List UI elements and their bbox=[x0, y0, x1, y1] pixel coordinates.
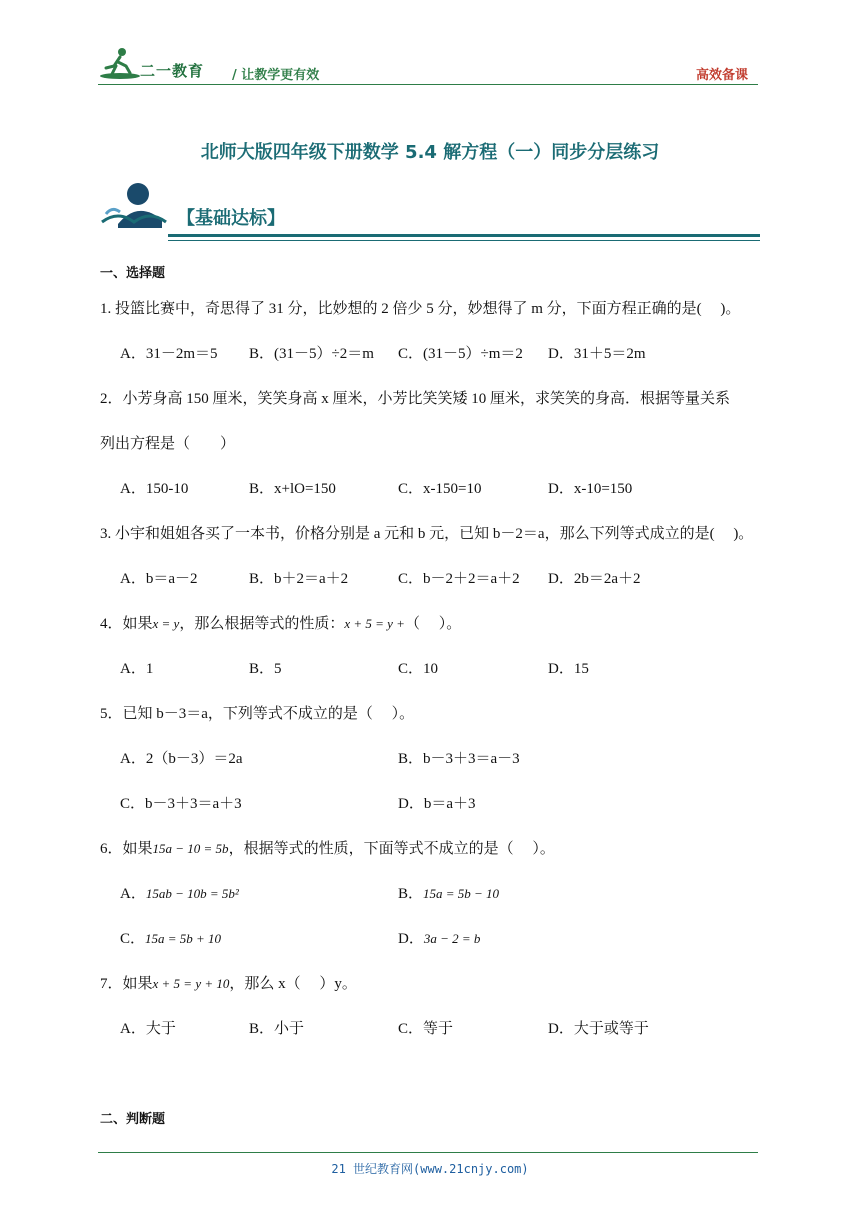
question-2-line2: 列出方程是（ ） bbox=[100, 436, 236, 452]
option-5b: B．b－3＋3＝a－3 bbox=[398, 751, 520, 767]
section-heading-choice: 一、选择题 bbox=[100, 266, 166, 281]
option-4d: D．15 bbox=[548, 661, 589, 677]
question-5: 5．已知 b－3＝a，下列等式不成立的是（ ）。 bbox=[100, 706, 415, 722]
reader-book-icon bbox=[98, 180, 168, 230]
header-slogan: / 让教学更有效 bbox=[232, 68, 320, 83]
option-6d-math: 3a − 2 = b bbox=[423, 931, 481, 946]
section-banner: 【基础达标】 bbox=[177, 208, 285, 229]
option-6c bbox=[120, 927, 221, 948]
option-2c: C．x-150=10 bbox=[398, 481, 482, 497]
logo-text: 二一教育 bbox=[140, 62, 205, 80]
question-6-prefix: 6．如果 bbox=[100, 841, 153, 857]
option-3c: C．b－2＋2＝a＋2 bbox=[398, 571, 520, 587]
question-4-math-1: x = y bbox=[152, 616, 180, 631]
page-title: 北师大版四年级下册数学 5.4 解方程（一）同步分层练习 bbox=[200, 142, 660, 163]
option-5c: C．b－3＋3＝a＋3 bbox=[120, 796, 242, 812]
question-1: 1. 投篮比赛中，奇思得了 31 分，比妙想的 2 倍少 5 分，妙想得了 m 分，下面方程正确的是( )。 bbox=[100, 301, 741, 317]
question-7 bbox=[100, 972, 357, 993]
option-2b: B．x+lO=150 bbox=[249, 481, 336, 497]
banner-divider bbox=[168, 234, 760, 237]
footer-link[interactable]: 21 世纪教育网(www.21cnjy.com) bbox=[331, 1162, 529, 1176]
option-4a: A．1 bbox=[120, 661, 154, 677]
header-divider bbox=[98, 84, 758, 85]
section-heading-judge: 二、判断题 bbox=[100, 1112, 166, 1127]
question-2: 2．小芳身高 150 厘米，笑笑身高 x 厘米，小芳比笑笑矮 10 厘米，求笑笑的身高．根据等量关系 bbox=[100, 391, 731, 407]
question-4-mid: ，那么根据等式的性质： bbox=[179, 616, 345, 632]
question-4-math-2: x + 5 = y + bbox=[344, 616, 405, 631]
option-6d-label: D． bbox=[398, 931, 424, 947]
option-7b: B．小于 bbox=[249, 1021, 305, 1037]
option-6a bbox=[120, 882, 239, 903]
question-7-prefix: 7．如果 bbox=[100, 976, 153, 992]
option-3a: A．b＝a－2 bbox=[120, 571, 198, 587]
banner-divider-thin bbox=[168, 240, 760, 241]
option-6b-label: B． bbox=[398, 886, 424, 902]
question-7-math: x + 5 = y + 10 bbox=[152, 976, 230, 991]
question-7-suffix: ，那么 x（ ）y。 bbox=[229, 976, 357, 992]
question-4-prefix: 4．如果 bbox=[100, 616, 153, 632]
option-6a-math: 15ab − 10b = 5b² bbox=[145, 886, 239, 901]
option-6c-label: C． bbox=[120, 931, 146, 947]
option-3b: B．b＋2＝a＋2 bbox=[249, 571, 349, 587]
option-6d bbox=[398, 927, 480, 948]
option-2d: D．x-10=150 bbox=[548, 481, 633, 497]
option-6c-math: 15a = 5b + 10 bbox=[145, 931, 222, 946]
runner-logo-icon bbox=[98, 46, 142, 82]
question-6-suffix: ，根据等式的性质，下面等式不成立的是（ ）。 bbox=[228, 841, 555, 857]
option-7c: C．等于 bbox=[398, 1021, 454, 1037]
header-right-label: 高效备课 bbox=[695, 68, 748, 83]
option-3d: D．2b＝2a＋2 bbox=[548, 571, 641, 587]
option-1c: C．(31－5）÷m＝2 bbox=[398, 346, 523, 362]
option-2a: A．150-10 bbox=[120, 481, 189, 497]
option-6a-label: A． bbox=[120, 886, 146, 902]
option-7d: D．大于或等于 bbox=[548, 1021, 649, 1037]
question-3: 3. 小宇和姐姐各买了一本书，价格分别是 a 元和 b 元，已知 b－2＝a，那么下列等式成立的是( )。 bbox=[100, 526, 754, 542]
option-7a: A．大于 bbox=[120, 1021, 176, 1037]
footer-divider bbox=[98, 1152, 758, 1153]
option-1d: D．31＋5＝2m bbox=[548, 346, 646, 362]
option-1a: A．31－2m＝5 bbox=[120, 346, 218, 362]
question-6 bbox=[100, 837, 555, 858]
option-6b-math: 15a = 5b − 10 bbox=[423, 886, 500, 901]
option-1b: B．(31－5）÷2＝m bbox=[249, 346, 374, 362]
option-4b: B．5 bbox=[249, 661, 282, 677]
option-5a: A．2（b－3）＝2a bbox=[120, 751, 243, 767]
option-4c: C．10 bbox=[398, 661, 439, 677]
question-6-math: 15a − 10 = 5b bbox=[152, 841, 229, 856]
option-6b bbox=[398, 882, 499, 903]
question-4 bbox=[100, 612, 461, 633]
option-5d: D．b＝a＋3 bbox=[398, 796, 476, 812]
question-4-suffix: （ ）。 bbox=[404, 616, 462, 632]
